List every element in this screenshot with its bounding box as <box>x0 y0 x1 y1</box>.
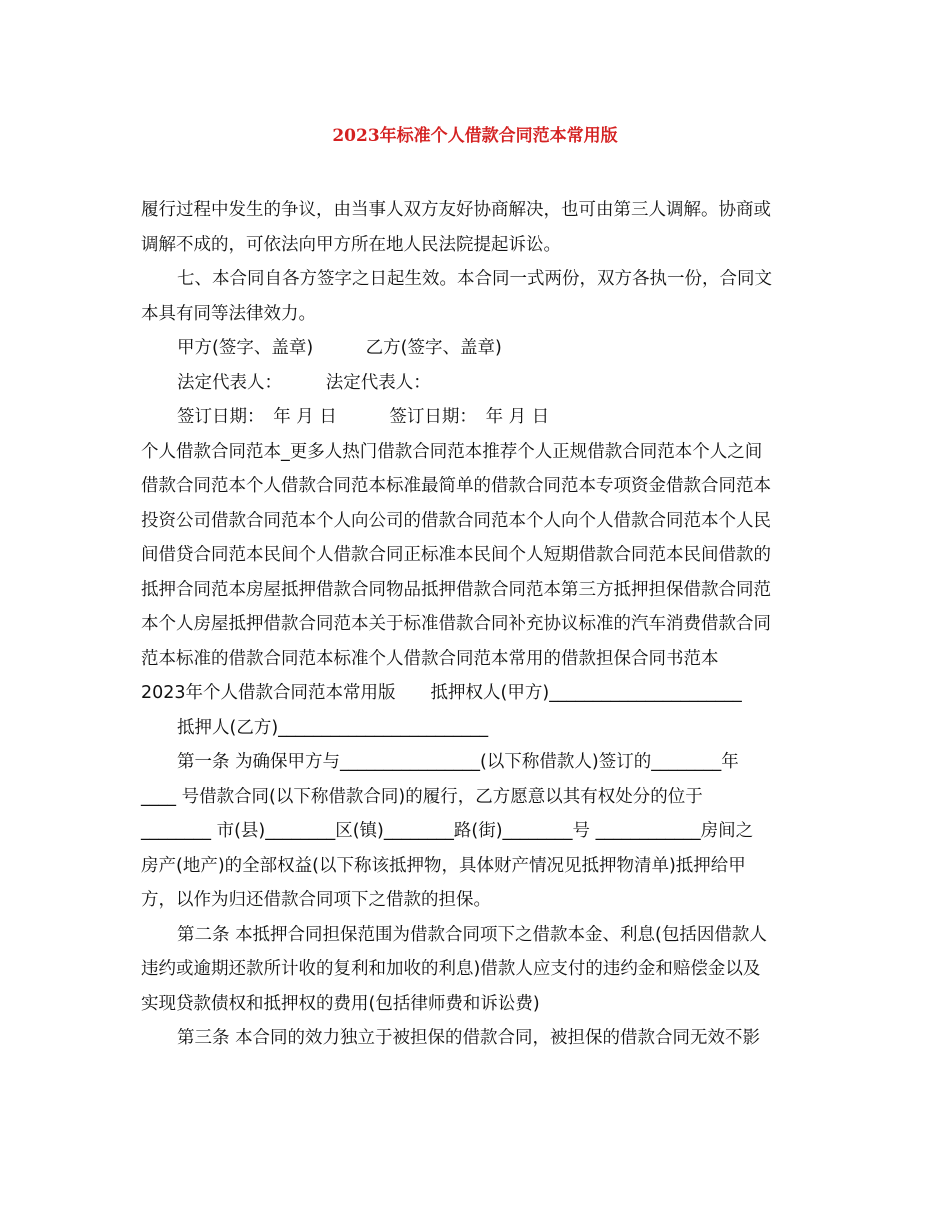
text-line: 抵押合同范本房屋抵押借款合同物品抵押借款合同范本第三方抵押担保借款合同范 <box>141 579 771 600</box>
text-line: 甲方(签字、盖章) 乙方(签字、盖章) <box>177 338 502 358</box>
text-line: 个人借款合同范本_更多人热门借款合同范本推荐个人正规借款合同范本个人之间 <box>141 441 763 462</box>
text-line: ____ 号借款合同(以下称借款合同)的履行，乙方愿意以其有权处分的位于 <box>141 786 703 807</box>
text-line: 房产(地产)的全部权益(以下称该抵押物，具体财产情况见抵押物清单)抵押给甲 <box>141 855 746 876</box>
text-line: 第二条 本抵押合同担保范围为借款合同项下之借款本金、利息(包括因借款人 <box>177 924 767 945</box>
document-body <box>141 193 817 1056</box>
text-line: 2023年个人借款合同范本常用版 抵押权人(甲方)______________________ <box>141 683 742 703</box>
text-line: 范本标准的借款合同范本标准个人借款合同范本常用的借款担保合同书范本 <box>141 648 719 669</box>
text-line: 七、本合同自各方签字之日起生效。本合同一式两份，双方各执一份，合同文 <box>177 269 772 289</box>
text-line: 调解不成的，可依法向甲方所在地人民法院提起诉讼。 <box>141 234 561 255</box>
text-line: 方，以作为归还借款合同项下之借款的担保。 <box>141 890 491 910</box>
text-line: 间借贷合同范本民间个人借款合同正标准本民间个人短期借款合同范本民间借款的 <box>141 545 771 565</box>
text-line: 违约或逾期还款所计收的复利和加收的利息)借款人应支付的违约金和赔偿金以及 <box>141 959 761 979</box>
text-line: 借款合同范本个人借款合同范本标准最简单的借款合同范本专项资金借款合同范本 <box>141 476 771 496</box>
text-line: 第一条 为确保甲方与________________(以下称借款人)签订的________年 <box>177 752 739 772</box>
text-line: 履行过程中发生的争议，由当事人双方友好协商解决，也可由第三人调解。协商或 <box>141 200 771 220</box>
text-line: ________ 市(县)________区(镇)________路(街)________号 ____________房间之 <box>141 821 754 841</box>
text-line: 投资公司借款合同范本个人向公司的借款合同范本个人向个人借款合同范本个人民 <box>141 510 771 531</box>
text-line: 本具有同等法律效力。 <box>141 303 316 324</box>
text-line: 法定代表人： 法定代表人： <box>177 372 431 393</box>
text-line: 本个人房屋抵押借款合同范本关于标准借款合同补充协议标准的汽车消费借款合同 <box>141 614 771 634</box>
text-line: 实现贷款债权和抵押权的费用(包括律师费和诉讼费) <box>141 993 540 1014</box>
text-line: 签订日期： 年 月 日 签订日期： 年 月 日 <box>177 407 550 427</box>
text-line: 第三条 本合同的效力独立于被担保的借款合同，被担保的借款合同无效不影 <box>177 1028 761 1048</box>
document-title: 2023年标准个人借款合同范本常用版 <box>332 126 618 146</box>
text-line: 抵押人(乙方)________________________ <box>177 717 489 738</box>
